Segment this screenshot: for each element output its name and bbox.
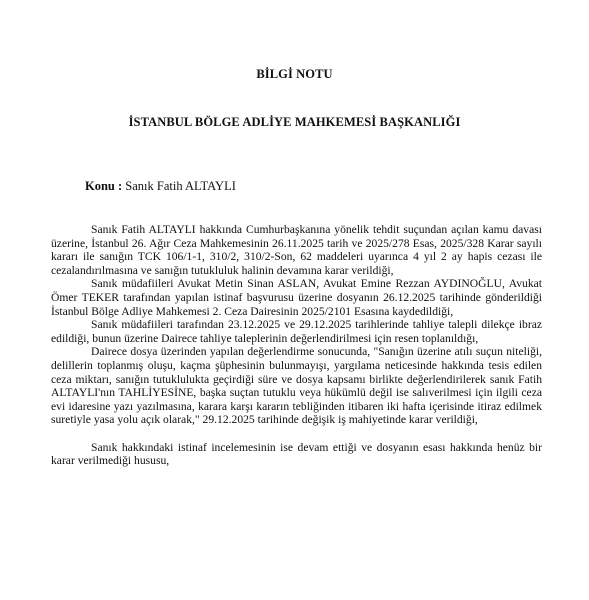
body-paragraph: Sanık hakkındaki istinaf incelemesinin ise devam ettiği ve dosyanın esası hakkında henüz bir karar verilmediği hususu, <box>51 440 542 468</box>
institution-heading: İSTANBUL BÖLGE ADLİYE MAHKEMESİ BAŞKANLIĞI <box>128 115 461 129</box>
body-paragraph: Sanık Fatih ALTAYLI hakkında Cumhurbaşkanına yönelik tehdit suçundan açılan kamu davası üzerine, İstanbul 26. Ağır Ceza Mahkemesinin 26.11.2025 tarih ve 2025/278 Esas, 2025/328 Karar sayılı kararı ile sanığın TCK 106/1-1, 310/2, 310/2-Son, 62 maddeleri uyarınca 4 yıl 2 ay hapis cezası ile cezalandırılmasına ve sanığın tutukluluk halinin devamına karar verildiği, <box>51 223 542 277</box>
subject-label: Konu : <box>85 179 123 193</box>
body-paragraph: Sanık müdafiileri Avukat Metin Sinan ASLAN, Avukat Emine Rezzan AYDINOĞLU, Avukat Ömer TEKER tarafından yapılan istinaf başvurusu üzerine dosyanın 26.12.2025 tarihinde gönderildiği İstanbul Bölge Adliye Mahkemesi 2. Ceza Dairesinin 2025/2101 Esasına kaydedildiği, <box>51 277 542 318</box>
subject-value: Sanık Fatih ALTAYLI <box>125 179 236 193</box>
document-body <box>51 223 542 468</box>
body-paragraph: Dairece dosya üzerinden yapılan değerlendirme sonucunda, "Sanığın üzerine atılı suçun niteliği, delillerin toplanmış oluşu, kaçma şüphesinin bulunmayışı, yargılama neticesinde hakkında tesis edilen ceza miktarı, sanığın tutuklulukta geçirdiği süre ve dosya kapsamı birlikte değerlendirilerek sanık Fatih ALTAYLI'nın TAHLİYESİNE, başka suçtan tutuklu veya hükümlü değil ise salıverilmesi için ilgili ceza evi idaresine yazı yazılmasına, karara karşı kararın tebliğinden itibaren iki hafta içerisinde itiraz edilmek suretiyle yasa yolu açık olarak," 29.12.2025 tarihinde değişik iş mahiyetinde karar verildiği, <box>51 345 542 427</box>
body-paragraph: Sanık müdafiileri tarafından 23.12.2025 ve 29.12.2025 tarihlerinde tahliye talepli dilekçe ibraz edildiği, bunun üzerine Dairece tahliye taleplerinin değerlendirilmesi için resen toplanıldığı, <box>51 318 542 345</box>
document-title: BİLGİ NOTU <box>256 67 333 81</box>
subject-line <box>85 179 236 194</box>
